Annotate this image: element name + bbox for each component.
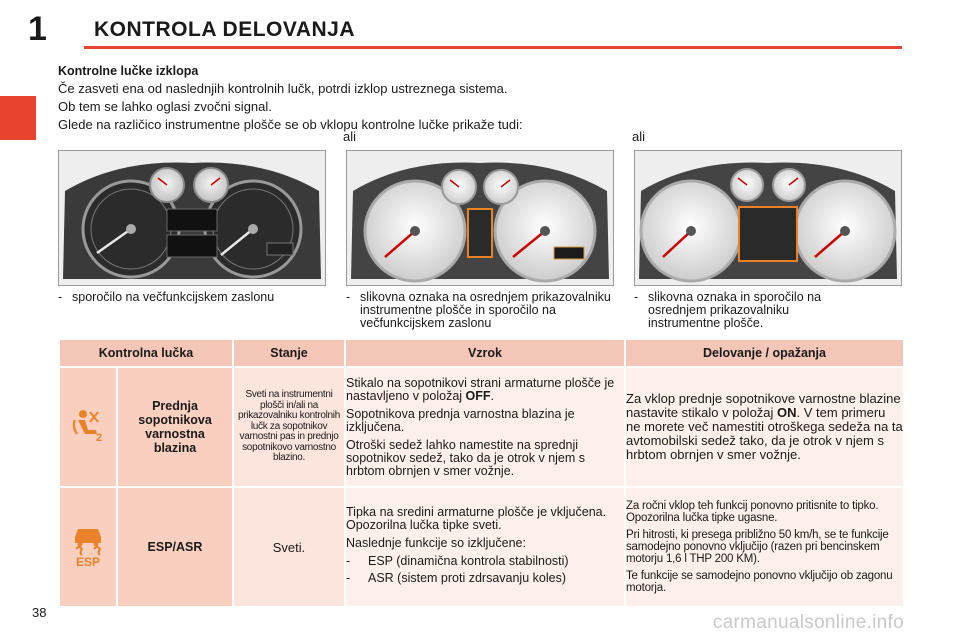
cluster-caption-1 [58,291,318,304]
switch-position-off: OFF [465,388,491,403]
table-header-row [59,339,904,367]
caption-dash: - [634,290,639,304]
intro-line: Ob tem se lahko oglasi zvočni signal. [58,99,272,114]
lamp-state [233,487,345,607]
lamp-action [625,367,904,487]
page-title: KONTROLA DELOVANJA [94,18,355,41]
cause-text: Stikalo na sopotnikovi strani armaturne plošče je nastavljeno v položaj [346,375,615,403]
lamp-name: Prednja sopotnikova varnostna blazina [117,367,233,487]
esp-off-icon [68,523,108,567]
column-header-lamp: Kontrolna lučka [59,339,233,367]
lamp-name: ESP/ASR [117,487,233,607]
watermark: carmanualsonline.info [712,612,904,633]
action-text: . V tem primeru ne morete več namestiti otroškega sedeža na ta avtomobilski sedež tako, da je otrok v njem s hrbtom obrnjen v smer vožnje. [626,405,903,462]
chapter-number: 1 [28,10,47,48]
table-row [59,487,904,607]
action-paragraph: Pri hitrosti, ki presega približno 50 km/h, se te funkcije samodejno ponovno vključijo (razen pri bencinskem motorju 1,6 l THP 200 KM). [626,529,889,565]
lamp-icon-cell [59,487,117,607]
instrument-cluster-image-1 [58,150,326,286]
lamp-cause [345,367,625,487]
state-text: Sveti. [272,539,306,555]
list-dash: - [346,553,351,568]
list-text: ESP (dinamična kontrola stabilnosti) [368,553,569,568]
column-header-action: Delovanje / opažanja [625,339,904,367]
column-header-state: Stanje [233,339,345,367]
table-row [59,367,904,487]
caption-dash: - [58,290,63,304]
list-item [346,555,624,568]
switch-position-on: ON [777,405,797,420]
airbag-off-icon [70,408,106,442]
lamp-icon-cell [59,367,117,487]
page-number: 38 [32,605,47,620]
cause-paragraph [346,377,624,403]
cluster-caption-3 [634,291,874,330]
caption-text: slikovna oznaka na osrednjem prikazovalniku instrumentne plošče in sporočilo na večfunkcijskem zaslonu [360,290,611,330]
caption-dash: - [346,290,351,304]
caption-text: sporočilo na večfunkcijskem zaslonu [72,290,275,304]
action-paragraph: Za ročni vklop teh funkcij ponovno pritisnite to tipko. Opozorilna lučka tipke ugasne. [626,500,879,524]
cause-text: . [490,388,495,403]
cause-paragraph: Tipka na sredini armaturne plošče je vključena. Opozorilna lučka tipke sveti. [346,504,607,532]
alternative-label: ali [343,129,357,144]
header-rule [84,46,902,49]
list-item [346,572,624,585]
alternative-label: ali [632,129,646,144]
lamp-action [625,487,904,607]
column-header-cause: Vzrok [345,339,625,367]
lamp-cause [345,487,625,607]
esp-icon-label: ESP [75,554,101,567]
state-text: Sveti na instrumentni plošči in/ali na prikazovalniku kontrolnih lučk za sopotnikov varnostni pas in prednjo sopotnikovo varnostno blazino. [237,389,340,464]
action-text: Za vklop prednje sopotnikove varnostne blazine nastavite stikalo v položaj [626,391,901,420]
instrument-cluster-image-2 [346,150,614,286]
intro-line: Če zasveti ena od naslednjih kontrolnih lučk, potrdi izklop ustreznega sistema. [58,81,508,96]
cause-paragraph: Otroški sedež lahko namestite na sprednji sopotnikov sedež, tako da je otrok v njem s hrbtom obrnjen v smer vožnje. [346,437,586,478]
caption-text: slikovna oznaka in sporočilo na osrednjem prikazovalniku instrumentne plošče. [648,290,822,330]
section-subtitle: Kontrolne lučke izklopa [58,64,199,78]
cause-paragraph: Naslednje funkcije so izključene: [346,535,526,550]
lamp-state [233,367,345,487]
cause-paragraph: Sopotnikova prednja varnostna blazina je izključena. [346,406,575,434]
list-text: ASR (sistem proti zdrsavanju koles) [368,570,566,585]
warning-lamps-table [58,338,905,608]
intro-block [58,62,678,134]
chapter-side-tab [0,96,36,140]
instrument-cluster-image-3 [634,150,902,286]
list-dash: - [346,570,351,585]
cluster-caption-2 [346,291,616,330]
svg-text:2: 2 [96,431,103,442]
action-paragraph [626,392,903,462]
intro-line: Glede na različico instrumentne plošče se ob vklopu kontrolne lučke prikaže tudi: [58,117,523,132]
action-paragraph: Te funkcije se samodejno ponovno vključijo ob zagonu motorja. [626,570,893,594]
